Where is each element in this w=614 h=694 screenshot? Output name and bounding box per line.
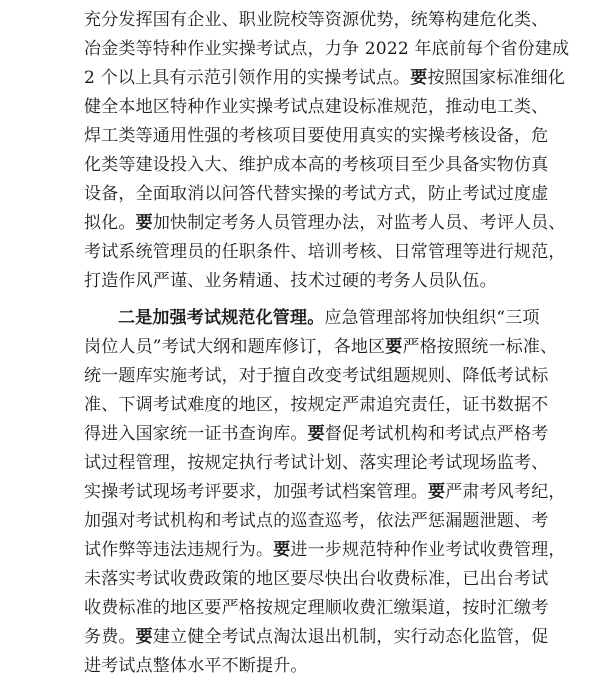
text-line: 准、下调考试难度的地区，按规定严肃追究责任，证书数据不	[84, 395, 549, 415]
text-run: 实操考试现场考评要求，加强考试档案管理。	[84, 482, 428, 502]
document-page	[84, 6, 570, 681]
text-run: 督促考试机构和考试点严格考	[324, 424, 549, 444]
text-line: 设备，全面取消以问答代替实操的考试方式，防止考试过度虚	[84, 184, 549, 204]
paragraph-2	[84, 304, 564, 681]
text-run: 建立健全考试点淘汰退出机制，实行动态化监管，促	[152, 627, 549, 647]
text-line: 统一题库实施考试，对于擅自改变考试组题规则、降低考试标	[84, 366, 549, 386]
text-run: 试作弊等违法违规行为。	[84, 540, 274, 560]
text-line: 加强对考试机构和考试点的巡查巡考，依法严惩漏题泄题、考	[84, 511, 549, 531]
text-line: 收费标准的地区要严格按规定理顺收费汇缴渠道，按时汇缴考	[84, 598, 549, 618]
text-run: 岗位人员”考试大纲和题库修订，各地区	[84, 337, 386, 357]
text-line	[84, 536, 564, 565]
text-line	[84, 64, 564, 93]
text-line: 未落实考试收费政策的地区要尽快出台收费标准，已出台考试	[84, 569, 549, 589]
text-run: 按照国家标准细化	[427, 68, 566, 88]
text-line	[84, 420, 564, 449]
text-line	[84, 623, 564, 652]
text-line: 化类等建设投入大、维护成本高的考核项目至少具备实物仿真	[84, 155, 549, 175]
text-line: 焊工类等通用性强的考核项目要使用真实的实操考核设备，危	[84, 126, 549, 146]
text-run: 严格按照统一标准、	[402, 337, 558, 357]
text-run: 加快制定考务人员管理办法，对监考人员、考评人员、	[152, 213, 566, 233]
text-line: 冶金类等特种作业实操考试点，力争 2022 年底前每个省份建成	[84, 39, 570, 59]
text-run: 务费。	[84, 627, 136, 647]
text-line: 健全本地区特种作业实操考试点建设标准规范，推动电工类、	[84, 97, 549, 117]
text-run: 进一步规范特种作业考试收费管理，	[290, 540, 566, 560]
text-line: 充分发挥国有企业、职业院校等资源优势，统筹构建危化类、	[84, 10, 549, 30]
text-line	[84, 209, 564, 238]
text-line	[84, 304, 564, 333]
bold-keyword: 要	[410, 68, 428, 88]
bold-keyword: 要	[135, 213, 153, 233]
paragraph-1	[84, 6, 570, 296]
text-run: 拟化。	[84, 213, 136, 233]
text-run: 2 个以上具有示范引领作用的实操考试点。	[84, 68, 411, 88]
text-line: 考试系统管理员的任职条件、培训考核、日常管理等进行规范，	[84, 242, 566, 262]
text-line: 打造作风严谨、业务精通、技术过硬的考务人员队伍。	[84, 271, 497, 291]
text-run: 得进入国家统一证书查询库。	[84, 424, 308, 444]
text-run: 应急管理部将加快组织“三项	[324, 308, 540, 328]
text-line	[84, 333, 564, 362]
bold-keyword: 要	[307, 424, 325, 444]
bold-keyword: 要	[273, 540, 291, 560]
text-line	[84, 478, 564, 507]
bold-keyword: 要	[135, 627, 153, 647]
text-run: 严肃考风考纪，	[445, 482, 566, 502]
text-line: 试过程管理，按规定执行考试计划、落实理论考试现场监考、	[84, 453, 549, 473]
text-line: 进考试点整体水平不断提升。	[84, 656, 308, 676]
bold-keyword: 要	[385, 337, 403, 357]
section-heading: 二是加强考试规范化管理。	[118, 308, 325, 328]
bold-keyword: 要	[428, 482, 446, 502]
